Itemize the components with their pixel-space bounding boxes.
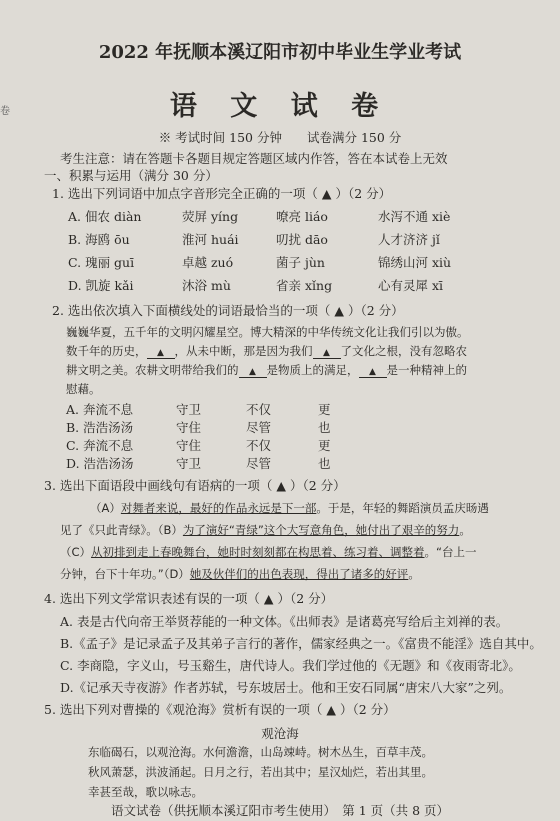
underlined-sentence-d: 她及伙伴们的出色表现，得出了诸多的好评 bbox=[189, 567, 409, 581]
q1-option: 菌子 jùn bbox=[276, 255, 325, 270]
page-footer: 语文试卷（供抚顺本溪辽阳市考生使用） 第 1 页（共 8 页） bbox=[110, 803, 450, 818]
q2-text: 耕文明之美。农耕文明带给我们的 bbox=[66, 363, 239, 377]
q3-text: 。“台上一 bbox=[424, 545, 477, 559]
q1-option: 卓越 zuó bbox=[182, 255, 234, 270]
question-3-stem: 3. 选出下面语段中画线句有语病的一项（ ▲ ）（2 分） bbox=[44, 478, 346, 493]
q2-option: 更 bbox=[318, 402, 331, 417]
underlined-sentence-a: 对舞者来说，最好的作品永远是下一部 bbox=[120, 501, 317, 515]
q1-option: 叨扰 dāo bbox=[276, 232, 328, 247]
q1-option: 省亲 xǐng bbox=[276, 278, 333, 293]
q2-text: 是物质上的满足， bbox=[266, 363, 359, 377]
exam-meta: ※ 考试时间 150 分钟 试卷满分 150 分 bbox=[158, 130, 402, 145]
q2-option: C. 奔流不息 bbox=[66, 438, 134, 453]
q4-option-d: D.《记承天寺夜游》作者苏轼，号东坡居士。他和王安石同属“唐宋八大家”之列。 bbox=[60, 680, 512, 695]
q3-text: 分钟，台下十年功。”（D） bbox=[60, 567, 190, 581]
poem-title: 观沧海 bbox=[261, 726, 299, 741]
q3-passage-line bbox=[60, 544, 477, 560]
answer-blank: ▲ bbox=[359, 367, 387, 378]
q1-option: 嘹亮 liáo bbox=[276, 209, 328, 224]
poem-line: 东临碣石，以观沧海。水何澹澹，山岛竦峙。树木丛生，百草丰茂。 bbox=[88, 745, 433, 759]
q1-option: 沐浴 mù bbox=[182, 278, 231, 293]
q4-option-a: A. 表是古代向帝王举贤荐能的一种文体。《出师表》是诸葛亮写给后主刘禅的表。 bbox=[60, 614, 509, 629]
question-1-stem: 1. 选出下列词语中加点字音形完全正确的一项（ ▲ ）（2 分） bbox=[52, 186, 392, 201]
q1-option: D. 凯旋 kǎi bbox=[68, 278, 134, 293]
q2-option: A. 奔流不息 bbox=[66, 402, 133, 417]
q4-option-b: B.《孟子》是记录孟子及其弟子言行的著作，儒家经典之一。《富贵不能淫》选自其中。 bbox=[60, 636, 542, 651]
q2-option: 守住 bbox=[176, 438, 202, 453]
q2-passage-line: 巍巍华夏，五千年的文明闪耀星空。博大精深的中华传统文化让我们引以为傲。 bbox=[66, 325, 469, 339]
q1-option: 淮河 huái bbox=[182, 232, 239, 247]
poem-line: 幸甚至哉，歌以咏志。 bbox=[88, 785, 203, 799]
q3-text: 见了《只此青绿》。（B） bbox=[60, 523, 183, 537]
q1-option: C. 瑰丽 guī bbox=[68, 255, 135, 270]
q2-option: 也 bbox=[318, 420, 331, 435]
q3-passage-line bbox=[90, 500, 489, 516]
q2-option: D. 浩浩汤汤 bbox=[66, 456, 134, 471]
q2-option: 守卫 bbox=[176, 402, 202, 417]
q1-option: 水泻不通 xiè bbox=[378, 209, 451, 224]
q2-passage-line bbox=[66, 343, 467, 359]
q2-text: ，从未中断，那是因为我们 bbox=[174, 344, 313, 358]
q3-text: 。于是，年轻的舞蹈演员孟庆旸遇 bbox=[316, 501, 489, 515]
q2-option: B. 浩浩汤汤 bbox=[66, 420, 134, 435]
q2-text: 是一种精神上的 bbox=[386, 363, 467, 377]
q2-passage-line: 慰藉。 bbox=[66, 382, 101, 396]
q3-label: （C） bbox=[60, 545, 92, 559]
q2-option: 守卫 bbox=[176, 456, 202, 471]
q2-option: 也 bbox=[318, 456, 331, 471]
q2-option: 不仅 bbox=[246, 438, 272, 453]
q3-text: 。 bbox=[459, 523, 471, 537]
q3-label: （A） bbox=[90, 501, 121, 515]
underlined-sentence-b: 为了演好“青绿”这个大写意角色，她付出了艰辛的努力 bbox=[182, 523, 460, 537]
edge-mark: 卷 bbox=[0, 106, 10, 117]
q1-option: 人才济济 jǐ bbox=[378, 232, 440, 247]
underlined-sentence-c: 从初排到走上春晚舞台，她时时刻刻都在构思着、练习着、调整着 bbox=[91, 545, 425, 559]
q2-option: 不仅 bbox=[246, 402, 272, 417]
q2-option: 尽管 bbox=[246, 456, 272, 471]
q1-option: 心有灵犀 xī bbox=[378, 278, 444, 293]
q3-text: 。 bbox=[408, 567, 420, 581]
answer-blank: ▲ bbox=[147, 348, 175, 359]
q4-option-c: C. 李商隐，字义山，号玉谿生，唐代诗人。我们学过他的《无题》和《夜雨寄北》。 bbox=[60, 658, 521, 673]
q3-passage-line bbox=[60, 566, 420, 582]
q2-text: 数千年的历史， bbox=[66, 344, 147, 358]
question-4-stem: 4. 选出下列文学常识表述有误的一项（ ▲ ）（2 分） bbox=[44, 591, 334, 606]
poem-line: 秋风萧瑟，洪波涌起。日月之行，若出其中；星汉灿烂，若出其里。 bbox=[88, 765, 433, 779]
answer-blank: ▲ bbox=[239, 367, 267, 378]
q1-option: 锦绣山河 xiù bbox=[378, 255, 452, 270]
q3-passage-line bbox=[60, 522, 471, 538]
question-5-stem: 5. 选出下列对曹操的《观沧海》赏析有误的一项（ ▲ ）（2 分） bbox=[44, 702, 396, 717]
q2-text: 了文化之根，没有忽略农 bbox=[340, 344, 467, 358]
q1-option: 荧屏 yíng bbox=[182, 209, 239, 224]
answer-blank: ▲ bbox=[313, 348, 341, 359]
q2-passage-line bbox=[66, 362, 467, 378]
q2-option: 尽管 bbox=[246, 420, 272, 435]
q2-option: 更 bbox=[318, 438, 331, 453]
q1-option: A. 佃农 diàn bbox=[68, 209, 142, 224]
exam-title: 2022 年抚顺本溪辽阳市初中毕业生学业考试 bbox=[98, 42, 462, 63]
question-2-stem: 2. 选出依次填入下面横线处的词语最恰当的一项（ ▲ ）（2 分） bbox=[52, 303, 404, 318]
candidate-notice: 考生注意：请在答题卡各题目规定答题区域内作答，答在本试卷上无效 bbox=[60, 151, 448, 166]
q2-option: 守住 bbox=[176, 420, 202, 435]
paper-subtitle: 语 文 试 卷 bbox=[169, 91, 391, 122]
section-heading: 一、积累与运用（满分 30 分） bbox=[44, 168, 218, 183]
q1-option: B. 海鸥 ōu bbox=[68, 232, 130, 247]
